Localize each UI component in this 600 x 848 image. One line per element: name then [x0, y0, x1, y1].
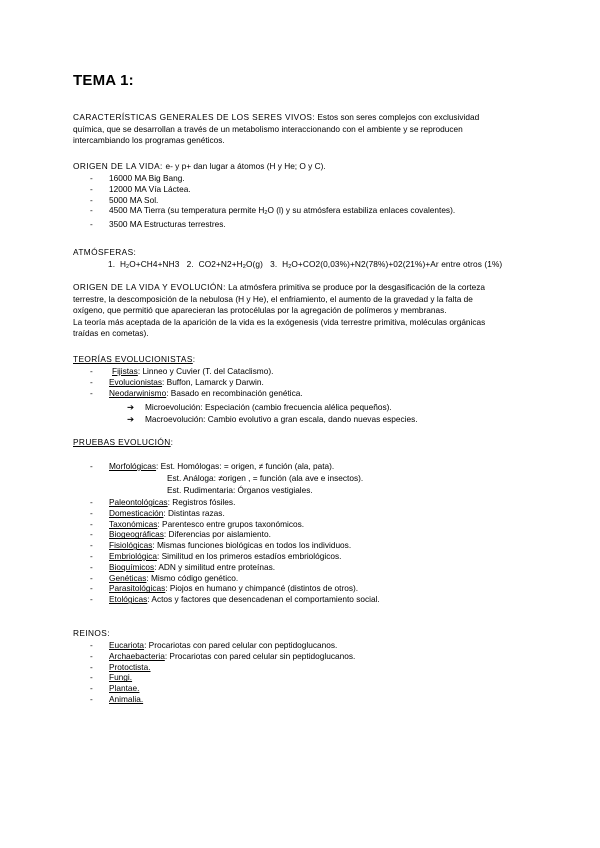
origin-item: 4500 MA Tierra (su temperatura permite H	[109, 205, 265, 216]
characteristics-line: química, que se desarrollan a través de un metabolismo interaccionando con el ambiente y se reproducen	[73, 123, 463, 134]
evidence-desc: : Diferencias por aislamiento.	[163, 529, 271, 540]
arrow-icon: ➔	[127, 414, 134, 424]
list-item	[90, 573, 380, 584]
origin-heading-line	[73, 161, 326, 173]
kingdom-term: Eucariota	[109, 640, 145, 650]
subscript: 2	[288, 264, 292, 270]
origin-evolution-heading: ORIGEN DE LA VIDA Y EVOLUCIÓN:	[73, 282, 226, 292]
list-item	[90, 672, 355, 683]
theory-desc: : Linneo y Cuvier (T. del Cataclismo).	[137, 366, 274, 376]
formula: H	[282, 259, 289, 269]
evidence-subline: Est. Análoga: ≠origen , = función (ala ave e insectos).	[167, 473, 364, 483]
origin-heading: ORIGEN DE LA VIDA:	[73, 161, 163, 171]
evidence-term: Biogeográficas	[109, 529, 164, 540]
evidence-desc: : Distintas razas.	[163, 507, 225, 518]
list-item	[90, 219, 455, 230]
list-item	[90, 461, 334, 472]
evidence-desc: : Mismo código genético.	[146, 572, 239, 583]
theory-term: Neodarwinismo	[109, 387, 167, 398]
origin-text: e- y p+ dan lugar a átomos (H y He; O y C).	[165, 161, 326, 171]
evidence-term: Genéticas	[109, 572, 147, 583]
list-item	[90, 583, 380, 594]
paragraph-line: La atmósfera primitiva se produce por la desgasificación de la corteza	[228, 282, 485, 292]
atmospheres-formulas	[108, 259, 502, 273]
page-title: TEMA 1:	[73, 72, 134, 89]
evidence-term: Taxonómicas	[109, 518, 158, 529]
list-item	[90, 683, 355, 694]
list-item	[90, 508, 380, 519]
evidence-desc: : Registros fósiles.	[167, 497, 236, 507]
evidence-heading-line	[73, 437, 173, 449]
arrow-icon: ➔	[127, 402, 134, 412]
origin-evolution-paragraph	[73, 282, 543, 340]
origin-item: O (l) y su atmósfera estabiliza enlaces covalentes).	[267, 205, 456, 216]
sub-item-text: Macroevolución: Cambio evolutivo a gran escala, dando nuevas especies.	[145, 414, 418, 424]
sub-item-text: Microevolución: Especiación (cambio frecuencia alélica pequeños).	[145, 402, 392, 412]
evidence-desc: : Actos y factores que desencadenan el comportamiento social.	[147, 594, 380, 605]
list-item	[90, 377, 303, 388]
evidence-desc: : Piojos en humano y chimpancé (distintos de otros).	[165, 583, 359, 594]
theory-term: Evolucionistas	[109, 376, 163, 387]
kingdom-desc: : Procariotas con pared celular sin peptidoglucanos.	[164, 650, 356, 661]
theories-list	[90, 366, 303, 398]
kingdoms-heading: REINOS:	[73, 628, 110, 638]
atmospheres-heading: ATMÓSFERAS:	[73, 247, 137, 257]
characteristics-line: intercambiando los programas genéticos.	[73, 135, 225, 145]
evidence-desc: : Parentesco entre grupos taxonómicos.	[157, 518, 305, 529]
list-item	[90, 694, 355, 705]
evidence-term: Morfológicas	[109, 461, 157, 471]
list-item	[90, 540, 380, 551]
characteristics-heading: CARACTERÍSTICAS GENERALES DE LOS SERES VIVOS:	[73, 112, 316, 122]
subscript: 2	[126, 264, 130, 270]
heading-colon: :	[192, 354, 196, 364]
evidence-term: Domesticación	[109, 507, 164, 518]
formula: O(g)	[245, 259, 263, 269]
evidence-heading: PRUEBAS EVOLUCIÓN	[73, 437, 171, 447]
evidence-list-first	[90, 461, 334, 472]
theory-term: Fijistas	[112, 366, 138, 376]
list-item	[90, 205, 455, 219]
evidence-term: Etológicas	[109, 594, 148, 605]
theories-heading-line	[73, 354, 195, 366]
kingdom-term: Animalia.	[109, 693, 144, 704]
origin-item: 3500 MA Estructuras terrestres.	[109, 219, 226, 230]
list-item	[90, 529, 380, 540]
list-item	[90, 173, 455, 184]
evidence-term: Embriológica	[109, 550, 157, 561]
list-item	[90, 497, 380, 508]
kingdoms-list	[90, 640, 355, 705]
list-item	[90, 519, 380, 530]
list-item	[90, 551, 380, 562]
formula: CO2+N2+H	[198, 259, 243, 269]
subscript: 2	[242, 264, 246, 270]
evidence-desc: : Mismas funciones biológicas en todos los individuos.	[152, 540, 352, 551]
formula-number: 3.	[270, 259, 278, 269]
list-item	[90, 195, 455, 206]
list-item	[90, 388, 303, 399]
theory-desc: : Basado en recombinación genética.	[166, 387, 303, 398]
formula-number: 2.	[186, 259, 194, 269]
paragraph-line: La teoría más aceptada de la aparición de la vida es la exógenesis (vida terrestre primitiva, moléculas orgánicas	[73, 316, 486, 327]
evidence-subline: Est. Rudimentaria: Órganos vestigiales.	[167, 485, 313, 495]
theories-heading: TEORÍAS EVOLUCIONISTAS	[73, 354, 193, 364]
list-item	[90, 366, 303, 377]
paragraph-line: oxígeno, que permitió que aparecieran las protocélulas por la agregación de polímeros y membranas.	[73, 305, 447, 315]
origin-item: 16000 MA Big Bang.	[109, 173, 185, 183]
characteristics-line: Estos son seres complejos con exclusividad	[317, 112, 480, 122]
heading-colon: :	[170, 437, 174, 447]
kingdom-term: Archaebacteria	[109, 650, 165, 661]
evidence-term: Fisiológicas	[109, 540, 153, 551]
formula: H	[119, 259, 127, 269]
list-item	[90, 662, 355, 673]
theory-desc: : Buffon, Lamarck y Darwin.	[162, 376, 264, 387]
list-item	[90, 594, 380, 605]
kingdom-desc: : Procariotas con pared celular con peptidoglucanos.	[144, 640, 338, 650]
evidence-term: Bioquímicos	[109, 561, 155, 572]
origin-item: 12000 MA Vía Láctea.	[109, 183, 191, 194]
subscript: 2	[264, 210, 268, 217]
kingdom-term: Plantae.	[109, 683, 140, 694]
sub-list-item	[127, 414, 418, 425]
evidence-desc: : Est. Homólogas: = origen, ≠ función (ala, pata).	[156, 461, 335, 471]
kingdom-term: Protoctista.	[109, 661, 151, 672]
evidence-term: Paleontológicas	[109, 497, 168, 507]
paragraph-line: terrestre, la descomposición de la nebulosa (H y He), el enfriamiento, el aumento de la gravedad y la falta de	[73, 293, 473, 304]
origin-item: 5000 MA Sol.	[109, 194, 159, 205]
formula: O+CO2(0,03%)+N2(78%)+02(21%)+Ar entre otros (1%)	[291, 259, 503, 269]
evidence-term: Parasitológicas	[109, 583, 166, 594]
origin-list	[90, 173, 455, 230]
list-item	[90, 184, 455, 195]
characteristics-paragraph	[73, 112, 543, 147]
evidence-desc: : Similitud en los primeros estadíos embriológicos.	[156, 550, 342, 561]
kingdom-term: Fungi.	[109, 672, 133, 683]
formula: O+CH4+NH3	[129, 259, 180, 269]
evidence-desc: : ADN y similitud entre proteínas.	[154, 561, 276, 572]
list-item	[90, 651, 355, 662]
paragraph-line: traídas en cometas).	[73, 328, 149, 338]
sub-list-item	[127, 402, 392, 413]
list-item	[90, 640, 355, 651]
formula-number: 1.	[108, 259, 116, 269]
list-item	[90, 562, 380, 573]
evidence-list	[90, 497, 380, 605]
